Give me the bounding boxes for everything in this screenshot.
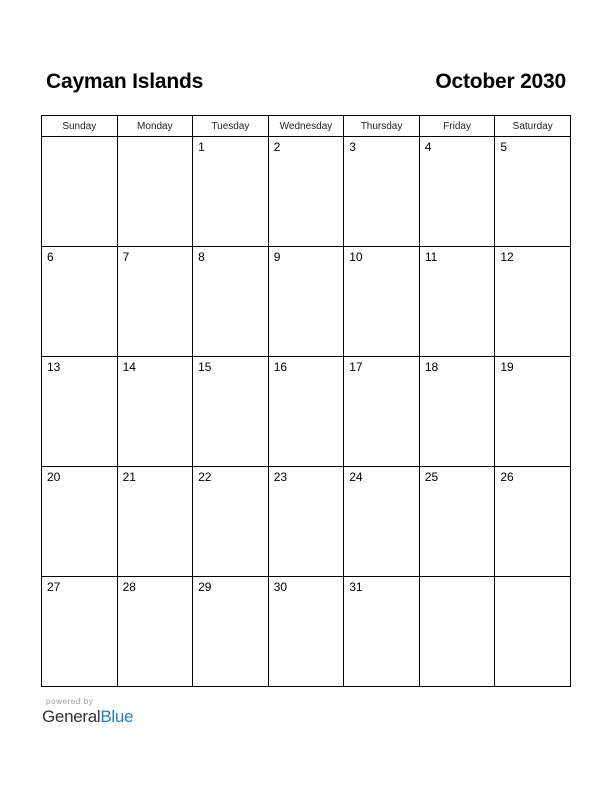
powered-by-text: powered by [46, 697, 94, 706]
day-number: 30 [273, 580, 288, 594]
week-row [42, 357, 571, 467]
brand-part-general: General [42, 707, 101, 726]
day-number: 4 [424, 140, 432, 154]
day-cell [344, 467, 420, 577]
day-number: 29 [198, 580, 212, 594]
day-cell [117, 577, 193, 687]
day-cell [268, 467, 344, 577]
weekday-sunday: Sunday [42, 116, 118, 137]
day-number: 11 [424, 250, 438, 264]
country-title: Cayman Islands [46, 70, 204, 93]
day-cell [495, 577, 571, 687]
weekday-friday: Friday [419, 116, 495, 137]
day-cell [42, 357, 118, 467]
day-number: 26 [500, 470, 514, 484]
day-cell [495, 247, 571, 357]
day-number: 21 [122, 470, 136, 484]
month-year-title: October 2030 [435, 70, 566, 93]
day-cell [117, 357, 193, 467]
day-number: 12 [500, 250, 514, 264]
day-cell [344, 247, 420, 357]
day-cell [193, 357, 269, 467]
day-cell [193, 137, 269, 247]
generalblue-logo[interactable] [42, 707, 133, 727]
day-number: 2 [273, 140, 281, 154]
day-number: 16 [273, 360, 288, 374]
day-number [420, 577, 495, 580]
week-row [42, 137, 571, 247]
day-number: 31 [349, 580, 363, 594]
day-number: 14 [122, 360, 136, 374]
day-number: 19 [500, 360, 514, 374]
day-cell [42, 247, 118, 357]
week-row [42, 577, 571, 687]
day-number: 13 [47, 360, 61, 374]
day-cell [495, 467, 571, 577]
day-cell [419, 577, 495, 687]
weekday-tuesday: Tuesday [193, 116, 269, 137]
day-cell [268, 137, 344, 247]
generalblue-footer [42, 697, 133, 727]
day-cell [117, 247, 193, 357]
day-cell [344, 357, 420, 467]
day-number [495, 577, 570, 580]
day-number: 3 [349, 140, 356, 154]
day-number: 10 [349, 250, 363, 264]
day-cell [419, 137, 495, 247]
day-number: 7 [122, 250, 130, 264]
weekday-thursday: Thursday [344, 116, 420, 137]
day-number: 15 [198, 360, 212, 374]
day-number [118, 137, 193, 140]
day-cell [419, 247, 495, 357]
day-cell [42, 137, 118, 247]
day-cell [419, 357, 495, 467]
day-number: 24 [349, 470, 363, 484]
day-number: 8 [198, 250, 205, 264]
day-cell [117, 467, 193, 577]
day-number: 25 [424, 470, 439, 484]
day-number: 1 [198, 140, 205, 154]
day-cell [193, 247, 269, 357]
weekday-wednesday: Wednesday [268, 116, 344, 137]
day-cell [419, 467, 495, 577]
day-number: 27 [47, 580, 61, 594]
day-number [42, 137, 117, 140]
day-number: 6 [47, 250, 54, 264]
day-number: 23 [273, 470, 288, 484]
day-cell [42, 467, 118, 577]
calendar-grid [41, 115, 571, 687]
weekday-header-row [42, 116, 571, 137]
day-number: 22 [198, 470, 212, 484]
day-cell [42, 577, 118, 687]
day-number: 17 [349, 360, 363, 374]
week-row [42, 247, 571, 357]
day-cell [344, 137, 420, 247]
day-number: 28 [122, 580, 136, 594]
day-cell [117, 137, 193, 247]
calendar-header [46, 70, 566, 100]
day-cell [193, 467, 269, 577]
day-cell [268, 247, 344, 357]
weekday-monday: Monday [117, 116, 193, 137]
day-cell [344, 577, 420, 687]
day-number: 5 [500, 140, 508, 154]
day-cell [193, 577, 269, 687]
day-cell [495, 357, 571, 467]
day-cell [268, 357, 344, 467]
weekday-saturday: Saturday [495, 116, 571, 137]
day-number: 18 [424, 360, 439, 374]
week-row [42, 467, 571, 577]
day-number: 20 [47, 470, 61, 484]
day-cell [268, 577, 344, 687]
day-number: 9 [273, 250, 281, 264]
brand-part-blue: Blue [100, 707, 134, 726]
day-cell [495, 137, 571, 247]
